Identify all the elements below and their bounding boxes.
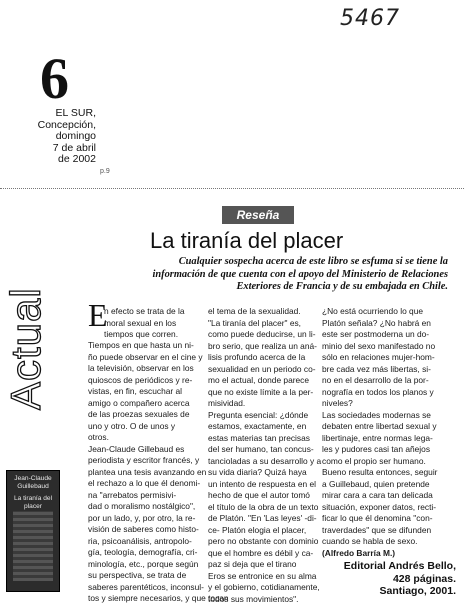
column-2-line: un intento de respuesta en el [208, 479, 321, 491]
column-3-line: minio del sexo manifestado no [322, 341, 437, 353]
column-2-line: el título de la obra de un texto [208, 502, 321, 514]
column-2-line: estas materias tan precisas [208, 433, 321, 445]
column-3-line: Las sociedades modernas se [322, 410, 437, 422]
column-3-line: debaten entre libertad sexual y [322, 421, 437, 433]
column-1-line: vistas, en fin, escuchar al [88, 386, 229, 398]
dateline-line: 7 de abril [34, 143, 96, 155]
column-1-line: por un lado, y, por otro, la re- [88, 513, 229, 525]
column-1-line: plantea una tesis avanzando en [88, 467, 229, 479]
column-1-line: su perspectiva, se trata de [88, 570, 229, 582]
handwritten-note: 5467 [340, 6, 400, 31]
credit-line: Editorial Andrés Bello, [330, 560, 456, 573]
column-1-line: el rechazo a lo que él denomi- [88, 478, 229, 490]
column-3-line: sólo en relaciones mujer-hom- [322, 352, 437, 364]
dateline-line: EL SUR, [34, 108, 96, 120]
column-1-line: periodista y escritor francés, y [88, 455, 229, 467]
column-3-line: Platón señala? ¿No habrá en [322, 318, 437, 330]
column-1-line: gía, teología, demografía, cri- [88, 547, 229, 559]
column-2-line: paz si deja que el tirano [208, 559, 321, 571]
column-1-line: de las proezas sexuales de [88, 409, 229, 421]
column-3-line: niveles? [322, 398, 437, 410]
column-2-line: sexualidad en un periodo co- [208, 364, 321, 376]
dateline-line: domingo [34, 131, 96, 143]
column-1-top [104, 306, 185, 341]
lead-line: información de que cuenta con el apoyo del Ministerio de Relaciones [108, 269, 448, 282]
column-2-line: como puede deducirse, un li- [208, 329, 321, 341]
credit-line: Santiago, 2001. [330, 585, 456, 598]
column-1-line: uno y otro. O de unos y [88, 421, 229, 433]
column-1-line: ria, psicoanálisis, antropolo- [88, 536, 229, 548]
column-2-line: ce- Platón elogia el placer, [208, 525, 321, 537]
column-3-line: como el propio ser humano. [322, 456, 437, 468]
column-3-line: ficar lo que él denomina "con- [322, 513, 437, 525]
column-1-line: moral sexual en los [104, 318, 185, 330]
column-2-line: Pregunta esencial: ¿dónde [208, 410, 321, 422]
stray-mark: p.9 [100, 168, 110, 175]
column-2-line: mo el actual, donde parece [208, 375, 321, 387]
column-3-line: mirar cara a cara tan delicada [322, 490, 437, 502]
column-1-line: amigo o compañero acerca [88, 398, 229, 410]
column-2-line: misividad. [208, 398, 321, 410]
column-3-line: este ser postmoderna un do- [322, 329, 437, 341]
column-3-line: traverdades" que se difunden [322, 525, 437, 537]
column-2-line: el tema de la sexualidad. [208, 306, 321, 318]
section-vertical-label: Actual [6, 200, 46, 410]
dateline-line: Concepción, [34, 120, 96, 132]
column-2-line: que el hombre es débil y ca- [208, 548, 321, 560]
column-2-line: tancioladas a su desarrollo y a [208, 456, 321, 468]
column-1-line: minología, etc., porque según [88, 559, 229, 571]
column-1-line: ño puede observar en el cine y [88, 352, 229, 364]
book-cover-image [6, 470, 60, 592]
column-3-line: bre cada vez más libertas, si- [322, 364, 437, 376]
column-3-line: Bueno resulta entonces, seguir [322, 467, 437, 479]
column-1-line: dad o moralismo nostálgico", [88, 501, 229, 513]
publication-credit [330, 560, 456, 598]
column-2-line: Eros se entronice en su alma [208, 571, 321, 583]
article-signature: (Alfredo Barría M.) [322, 548, 437, 560]
column-2-line: hecho de que el autor tomó [208, 490, 321, 502]
column-2-line: "La tiranía del placer" es, [208, 318, 321, 330]
column-3-line: no en el desarrollo de la por- [322, 375, 437, 387]
column-3 [322, 306, 437, 559]
column-2-line: que no existe límite a la per- [208, 387, 321, 399]
lead-paragraph [108, 256, 448, 294]
column-2-line: todos sus movimientos". [208, 594, 321, 605]
book-cover-author: Jean-Claude Guillebaud [7, 475, 59, 491]
page-number: 6 [40, 50, 69, 108]
column-3-line: libertinaje, entre normas lega- [322, 433, 437, 445]
column-1-line: tiempos que corren. [104, 329, 185, 341]
column-3-line: nografía en todos los planos y [322, 387, 437, 399]
column-3-line: situación, exponer datos, recti- [322, 502, 437, 514]
column-1-line: la televisión, observar en los [88, 363, 229, 375]
column-1-line: quioscos de periódicos y re- [88, 375, 229, 387]
column-2-line: lisis profundo acerca de la [208, 352, 321, 364]
column-2-line: su vida diaria? Quizá haya [208, 467, 321, 479]
column-2-line: y el gobierno, cotidianamente, [208, 582, 321, 594]
column-1-line: Tiempos en que hasta un ni- [88, 340, 229, 352]
column-1-line: saberes parentéticos, inconsul- [88, 582, 229, 594]
column-3-line: a Guillebaud, quien pretende [322, 479, 437, 491]
dateline-line: de 2002 [34, 154, 96, 166]
section-tag: Reseña [222, 206, 294, 224]
lead-line: Exteriores de Francia y de su embajada en Chile. [108, 281, 448, 294]
column-2-line: estamos, exactamente, en [208, 421, 321, 433]
dateline [34, 108, 96, 166]
column-2 [208, 306, 321, 605]
column-2-line: del ser humano, tan concus- [208, 444, 321, 456]
column-3-line: les y pudores casi tan añejos [322, 444, 437, 456]
lead-line: Cualquier sospecha acerca de este libro se esfuma si se tiene la [108, 256, 448, 269]
top-divider [0, 188, 464, 189]
column-1-line: na "arrebatos permisivi- [88, 490, 229, 502]
column-3-line: ¿No está ocurriendo lo que [322, 306, 437, 318]
column-2-line: de Platón. "En 'Las leyes' -di- [208, 513, 321, 525]
column-1-line: tos y siempre necesarios, y que tocan [88, 593, 229, 605]
book-cover-title: La tiranía del placer [7, 495, 59, 511]
column-3-line: cuando se habla de sexo. [322, 536, 437, 548]
headline: La tiranía del placer [150, 228, 343, 254]
column-2-line: pero no obstante con dominio [208, 536, 321, 548]
column-2-line: bro serio, que realiza un aná- [208, 341, 321, 353]
column-1-line: visión de saberes como histo- [88, 524, 229, 536]
drop-cap: E [88, 300, 108, 330]
column-1-line: otros. [88, 432, 229, 444]
column-1-line: n efecto se trata de la [104, 306, 185, 318]
book-cover-photo [13, 511, 53, 581]
credit-line: 428 páginas. [330, 573, 456, 586]
column-1-line: Jean-Claude Gillebaud es [88, 444, 229, 456]
